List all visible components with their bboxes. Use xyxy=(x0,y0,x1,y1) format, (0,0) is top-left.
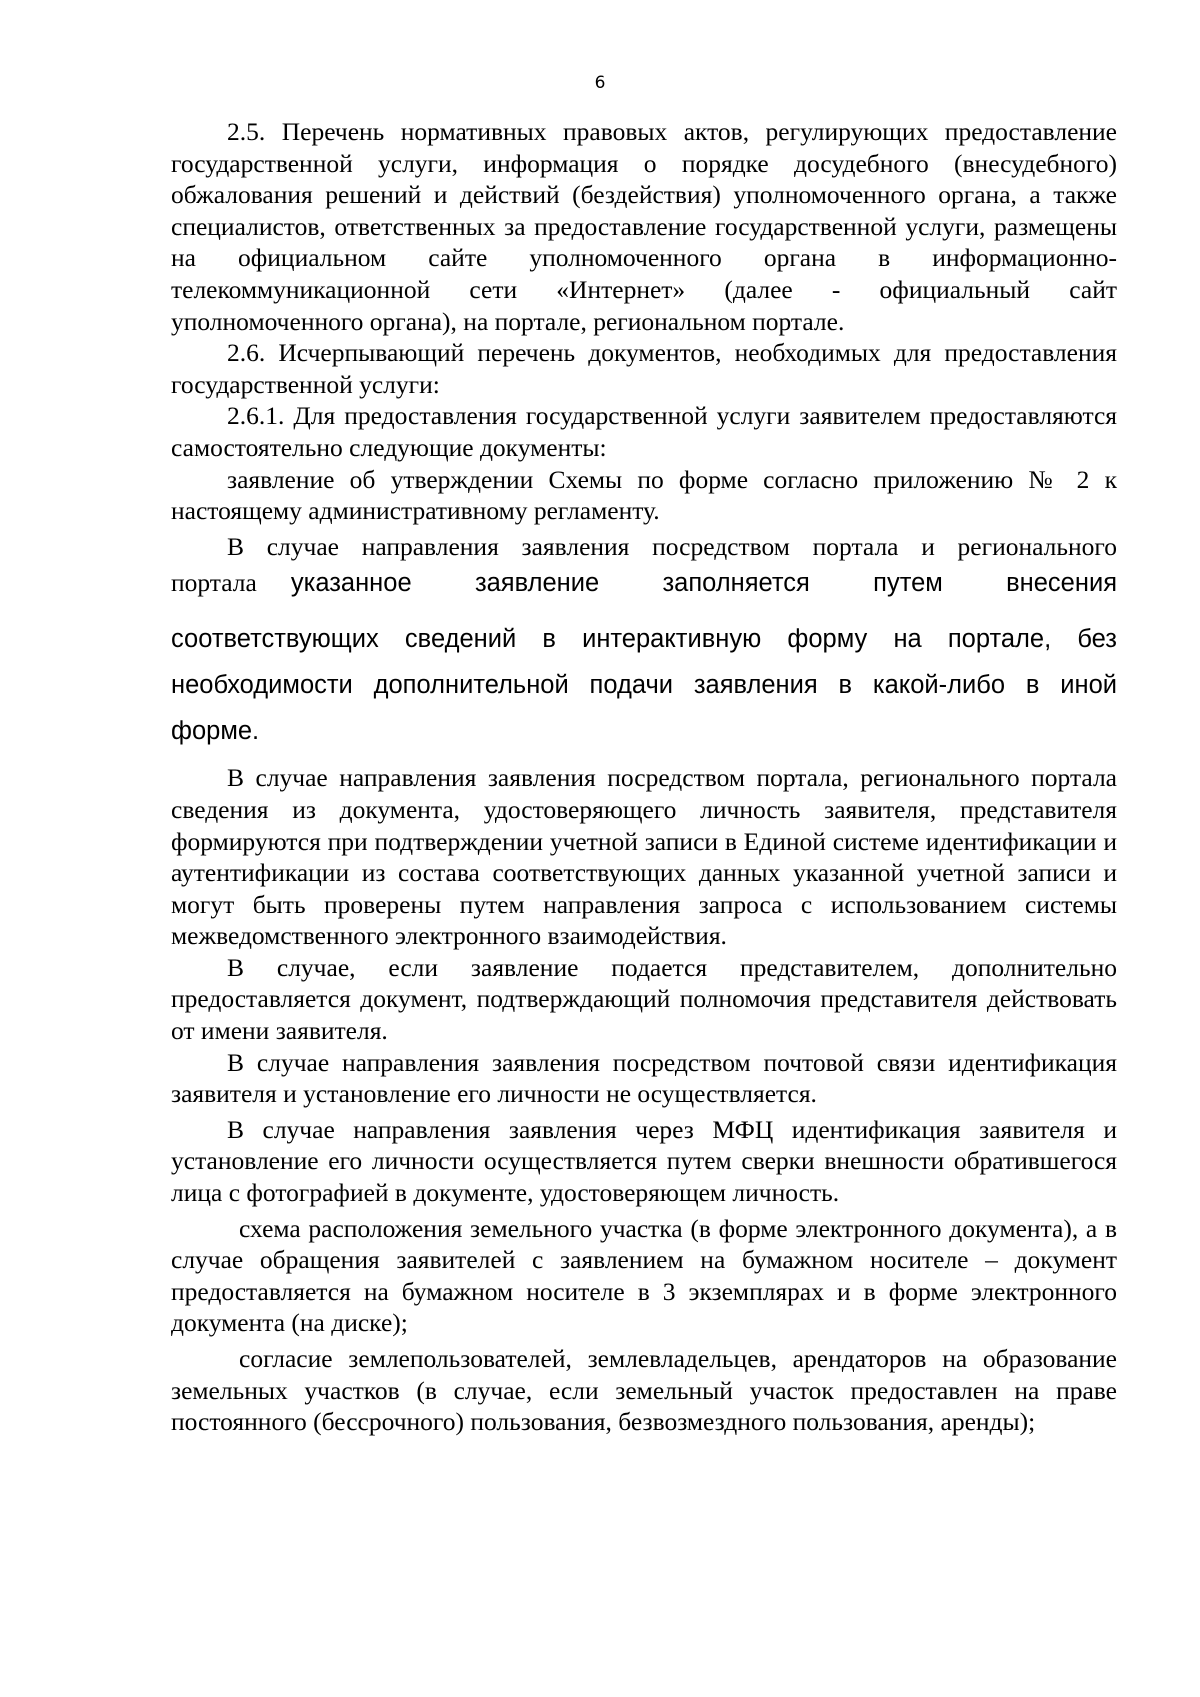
portal-word: портала xyxy=(171,568,257,598)
paragraph-land-scheme: схема расположения земельного участка (в форме электронного документа), а в случае обращения заявителей с заявлением на бумажном носителе – документ предоставляется на бумажном носителе в 3 экземплярах и в форме электронного документа (на диске); xyxy=(171,1213,1117,1338)
paragraph-portal-submission xyxy=(171,531,1117,755)
paragraph-land-users-consent: согласие землепользователей, землевладельцев, арендаторов на образование земельных участков (в случае, если земельный участок предоставлен на праве постоянного (бессрочного) пользования, безвозмездного пользования, аренды); xyxy=(171,1344,1117,1437)
page-number: 6 xyxy=(594,73,606,93)
paragraph-2-5: 2.5. Перечень нормативных правовых актов, регулирующих предоставление государственной услуги, информация о порядке досудебного (внесудебного) обжалования решений и действий (бездействия) уполномоченного органа, а также специалистов, ответственных за предоставление государственной услуги, размещены на официальном сайте уполномоченного органа в информационно-телекоммуникационной сети «Интернет» (далее - официальный сайт уполномоченного органа), на портале, региональном портале. xyxy=(171,117,1117,336)
portal-submission-line-2-rest: указанное заявление заполняется путем внесения xyxy=(290,569,1117,598)
paragraph-application-form: заявление об утверждении Схемы по форме согласно приложению № 2 к настоящему административному регламенту. xyxy=(171,464,1117,526)
paragraph-2-6-1: 2.6.1. Для предоставления государственной услуги заявителем предоставляются самостоятельно следующие документы: xyxy=(171,401,1117,462)
document-body xyxy=(171,116,1117,1438)
paragraph-mfc: В случае направления заявления через МФЦ идентификация заявителя и установление его личности осуществляется путем сверки внешности обратившегося лица с фотографией в документе, удостоверяющем личность. xyxy=(171,1114,1117,1208)
portal-submission-line-3: соответствующих сведений в интерактивную форму на портале, без xyxy=(171,625,1117,654)
paragraph-2-6: 2.6. Исчерпывающий перечень документов, необходимых для предоставления государственной услуги: xyxy=(171,338,1117,399)
paragraph-postal: В случае направления заявления посредством почтовой связи идентификация заявителя и установление его личности не осуществляется. xyxy=(171,1047,1117,1109)
portal-submission-line-1: В случае направления заявления посредством портала и регионального xyxy=(227,531,1117,561)
paragraph-representative: В случае, если заявление подается представителем, дополнительно предоставляется документ, подтверждающий полномочия представителя действовать от имени заявителя. xyxy=(171,952,1117,1046)
portal-submission-line-2 xyxy=(171,568,1117,616)
portal-submission-line-4: необходимости дополнительной подачи заявления в какой-либо в иной xyxy=(171,671,1117,700)
paragraph-esia-identification: В случае направления заявления посредством портала, регионального портала сведения из документа, удостоверяющего личность заявителя, представителя формируются при подтверждении учетной записи в Единой системе идентификации и аутентификации из состава соответствующих данных указанной учетной записи и могут быть проверены путем направления запроса с использованием системы межведомственного электронного взаимодействия. xyxy=(171,763,1117,951)
portal-submission-line-5: форме. xyxy=(171,717,260,746)
